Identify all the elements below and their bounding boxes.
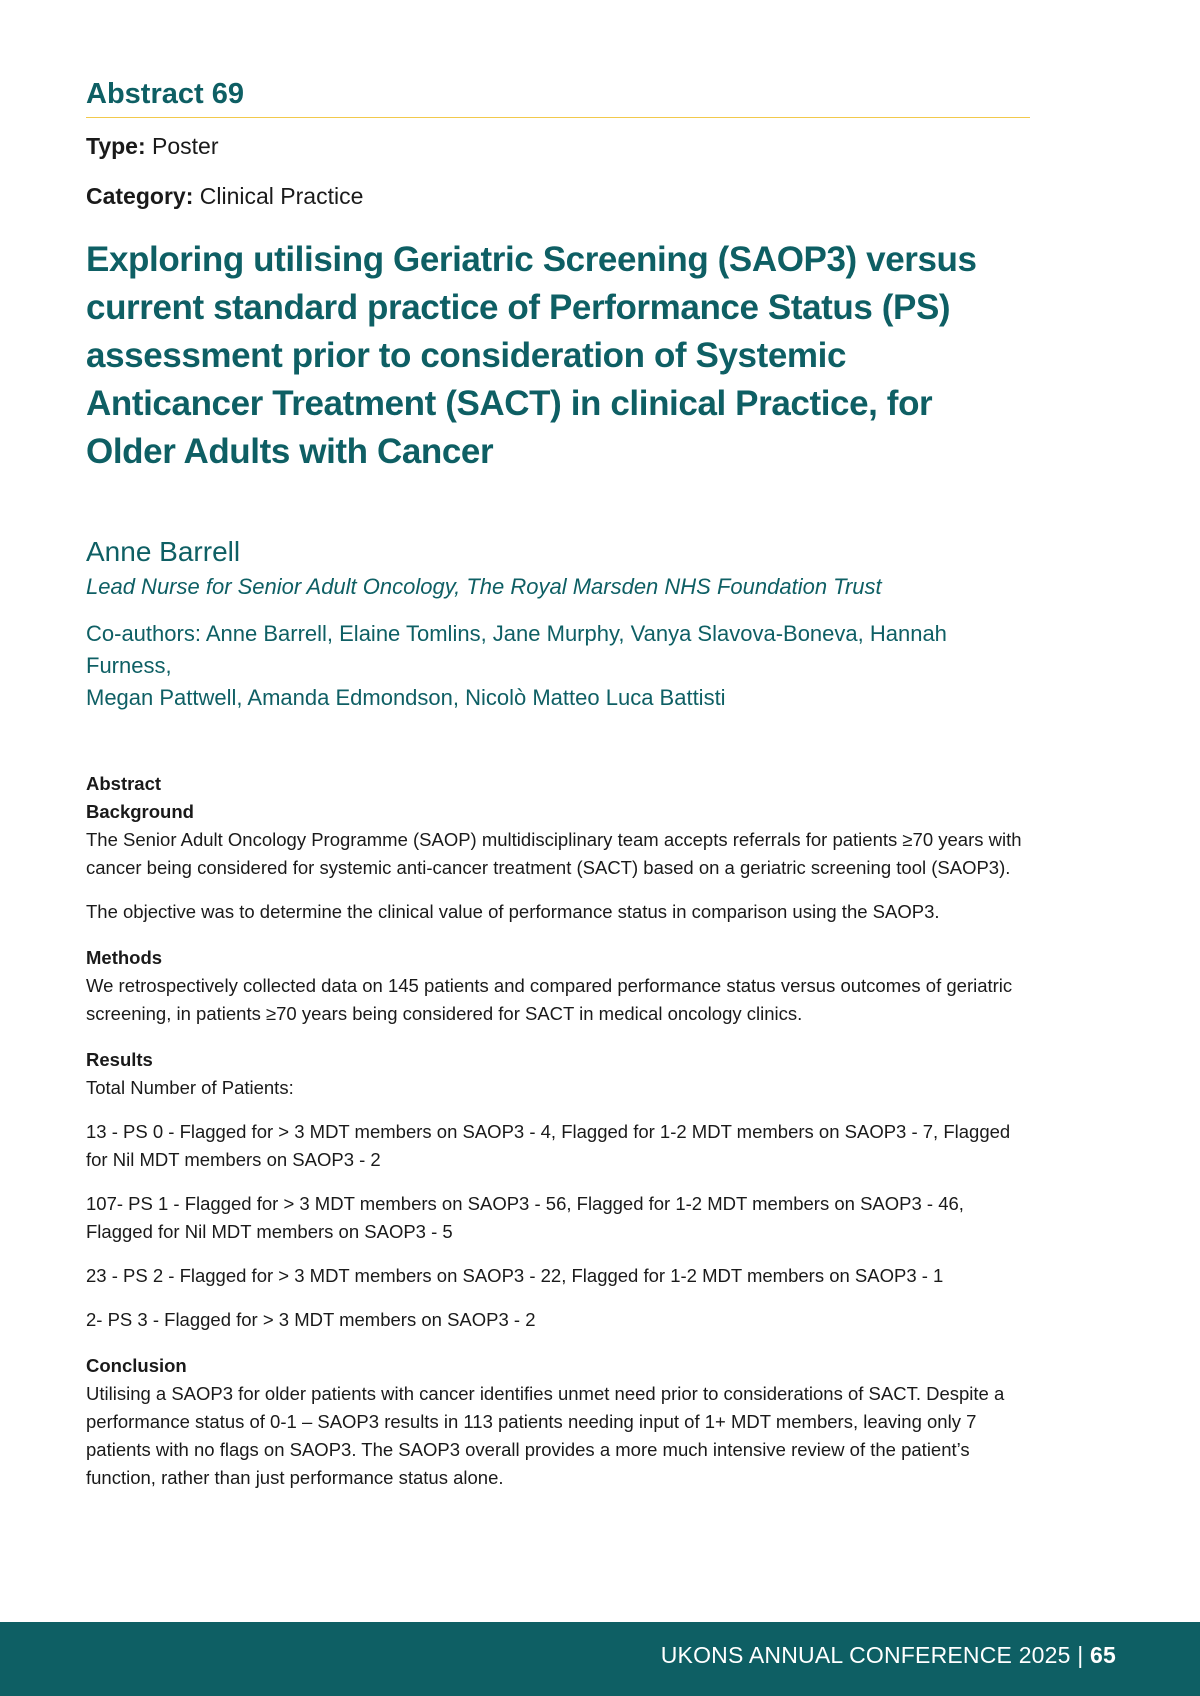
- category-line: [86, 182, 1030, 212]
- abstract-body: [86, 770, 1030, 1492]
- abstract-page: [86, 78, 1030, 1492]
- results-item-ps1: 107- PS 1 - Flagged for > 3 MDT members on SAOP3 - 56, Flagged for 1-2 MDT members on SAOP3 - 46, Flagged for Nil MDT members on SAOP3 - 5: [86, 1192, 964, 1242]
- results-item-ps3: 2- PS 3 - Flagged for > 3 MDT members on SAOP3 - 2: [86, 1308, 536, 1330]
- background-paragraph-2: The objective was to determine the clinical value of performance status in comparison using the SAOP3.: [86, 900, 940, 922]
- methods-heading: Methods: [86, 946, 163, 968]
- results-intro: Total Number of Patients:: [86, 1076, 294, 1098]
- abstract-heading: Abstract: [86, 772, 162, 794]
- abstract-title: Exploring utilising Geriatric Screening (SAOP3) versus current standard practice of Performance Status (PS) assessment prior to consideration of Systemic Anticancer Treatment (SACT) in clinical Practice, for Older Adults with Cancer: [86, 239, 977, 471]
- coauthors: [86, 618, 1030, 714]
- coauthors-line-2: Megan Pattwell, Amanda Edmondson, Nicolò Matteo Luca Battisti: [86, 684, 726, 710]
- page-footer: [0, 1622, 1200, 1696]
- page-number: 65: [1090, 1642, 1116, 1668]
- results-item-ps2: 23 - PS 2 - Flagged for > 3 MDT members on SAOP3 - 22, Flagged for 1-2 MDT members on SAOP3 - 1: [86, 1264, 944, 1286]
- results-item-ps0: 13 - PS 0 - Flagged for > 3 MDT members on SAOP3 - 4, Flagged for 1-2 MDT members on SAOP3 - 7, Flagged for Nil MDT members on SAOP3 - 2: [86, 1120, 1011, 1170]
- type-value: Poster: [152, 133, 219, 159]
- background-paragraph-1: The Senior Adult Oncology Programme (SAOP) multidisciplinary team accepts referrals for patients ≥70 years with cancer being considered for systemic anti-cancer treatment (SACT) based on a geriatric screening tool (SAOP3).: [86, 828, 1022, 878]
- conclusion-paragraph: Utilising a SAOP3 for older patients with cancer identifies unmet need prior to considerations of SACT. Despite a performance status of 0-1 – SAOP3 results in 113 patients needing input of 1+ MDT members, leaving only 7 patients with no flags on SAOP3. The SAOP3 overall provides a more much intensive review of the patient’s function, rather than just performance status alone.: [86, 1382, 1005, 1488]
- footer-label: UKONS ANNUAL CONFERENCE 2025 |: [660, 1642, 1091, 1668]
- abstract-number: Abstract 69: [86, 78, 1030, 118]
- category-label: Category:: [86, 182, 194, 209]
- methods-paragraph: We retrospectively collected data on 145 patients and compared performance status versus outcomes of geriatric screening, in patients ≥70 years being considered for SACT in medical oncology clinics.: [86, 974, 1013, 1024]
- results-heading: Results: [86, 1048, 153, 1070]
- type-line: [86, 132, 1030, 162]
- footer-conference: [661, 1642, 1116, 1669]
- background-heading: Background: [86, 800, 194, 822]
- author-name: Anne Barrell: [86, 535, 241, 567]
- conclusion-heading: Conclusion: [86, 1354, 187, 1376]
- author-affiliation: Lead Nurse for Senior Adult Oncology, The Royal Marsden NHS Foundation Trust: [86, 573, 882, 599]
- type-label: Type:: [86, 133, 146, 159]
- coauthors-line-1: Co-authors: Anne Barrell, Elaine Tomlins, Jane Murphy, Vanya Slavova-Boneva, Hannah Furness,: [86, 620, 947, 678]
- category-value: Clinical Practice: [199, 182, 364, 209]
